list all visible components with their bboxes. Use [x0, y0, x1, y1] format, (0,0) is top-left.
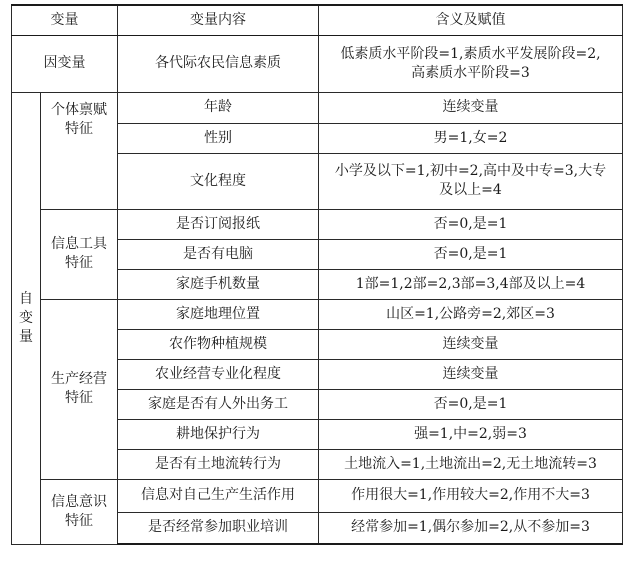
- table-header-row: [12, 5, 623, 35]
- group-individual-endowment: [41, 92, 118, 209]
- meaning-cell: 否=0,是=1: [319, 389, 623, 419]
- group-name-line: 特征: [65, 120, 93, 137]
- meaning-line: 及以上=4: [439, 182, 502, 198]
- group-name-line: 信息意识: [51, 493, 107, 510]
- variable-content-cell: 家庭是否有人外出务工: [118, 389, 319, 419]
- group-name-line: 信息工具: [51, 236, 107, 252]
- variable-content-cell: 是否有土地流转行为: [118, 449, 319, 479]
- meaning-cell: 连续变量: [319, 329, 623, 359]
- variable-content-cell: 性别: [118, 123, 319, 153]
- meaning-cell: [319, 35, 623, 92]
- variable-table-container: [11, 4, 623, 545]
- variable-content-cell: 耕地保护行为: [118, 419, 319, 449]
- meaning-cell: 否=0,是=1: [319, 239, 623, 269]
- meaning-line: 低素质水平阶段=1,素质水平发展阶段=2,: [340, 45, 601, 62]
- table-row: [12, 209, 623, 239]
- table-row: [12, 35, 623, 92]
- variable-content-cell: 年龄: [118, 92, 319, 123]
- meaning-cell: 连续变量: [319, 359, 623, 389]
- header-meaning-value: 含义及赋值: [319, 5, 623, 35]
- variable-content-cell: 是否订阅报纸: [118, 209, 319, 239]
- label-char: 变: [19, 309, 33, 326]
- meaning-cell: 男=1,女=2: [319, 123, 623, 153]
- meaning-cell: [319, 153, 623, 209]
- group-name-line: 特征: [65, 390, 93, 406]
- meaning-line: 高素质水平阶段=3: [411, 64, 530, 81]
- independent-variable-label: [12, 92, 41, 544]
- variable-content-cell: 家庭手机数量: [118, 269, 319, 299]
- variable-content-cell: 农业经营专业化程度: [118, 359, 319, 389]
- meaning-cell: 否=0,是=1: [319, 209, 623, 239]
- meaning-line: 小学及以下=1,初中=2,高中及中专=3,大专: [334, 163, 607, 179]
- group-information-awareness: [41, 479, 118, 544]
- variable-content-cell: 是否有电脑: [118, 239, 319, 269]
- meaning-cell: 土地流入=1,土地流出=2,无土地流转=3: [319, 449, 623, 479]
- meaning-cell: 1部=1,2部=2,3部=3,4部及以上=4: [319, 269, 623, 299]
- group-name-line: 生产经营: [51, 371, 107, 387]
- variable-content-cell: 信息对自己生产生活作用: [118, 479, 319, 512]
- variable-content-cell: 各代际农民信息素质: [118, 35, 319, 92]
- table-row: [12, 479, 623, 512]
- table-row: [12, 299, 623, 329]
- variable-definition-table: [11, 4, 623, 545]
- dependent-variable-label: 因变量: [12, 35, 118, 92]
- variable-content-cell: 文化程度: [118, 153, 319, 209]
- label-char: 量: [19, 328, 33, 345]
- meaning-cell: 作用很大=1,作用较大=2,作用不大=3: [319, 479, 623, 512]
- variable-content-cell: 家庭地理位置: [118, 299, 319, 329]
- table-row: [12, 92, 623, 123]
- group-name-line: 特征: [65, 512, 93, 529]
- group-production-operation: [41, 299, 118, 479]
- group-name-line: 个体禀赋: [51, 101, 107, 118]
- group-name-line: 特征: [65, 255, 93, 271]
- variable-content-cell: 农作物种植规模: [118, 329, 319, 359]
- header-variable: 变量: [12, 5, 118, 35]
- meaning-cell: 强=1,中=2,弱=3: [319, 419, 623, 449]
- group-information-tools: [41, 209, 118, 299]
- label-char: 自: [19, 290, 33, 307]
- meaning-cell: 经常参加=1,偶尔参加=2,从不参加=3: [319, 512, 623, 544]
- header-variable-content: 变量内容: [118, 5, 319, 35]
- meaning-cell: 山区=1,公路旁=2,郊区=3: [319, 299, 623, 329]
- meaning-cell: 连续变量: [319, 92, 623, 123]
- variable-content-cell: 是否经常参加职业培训: [118, 512, 319, 544]
